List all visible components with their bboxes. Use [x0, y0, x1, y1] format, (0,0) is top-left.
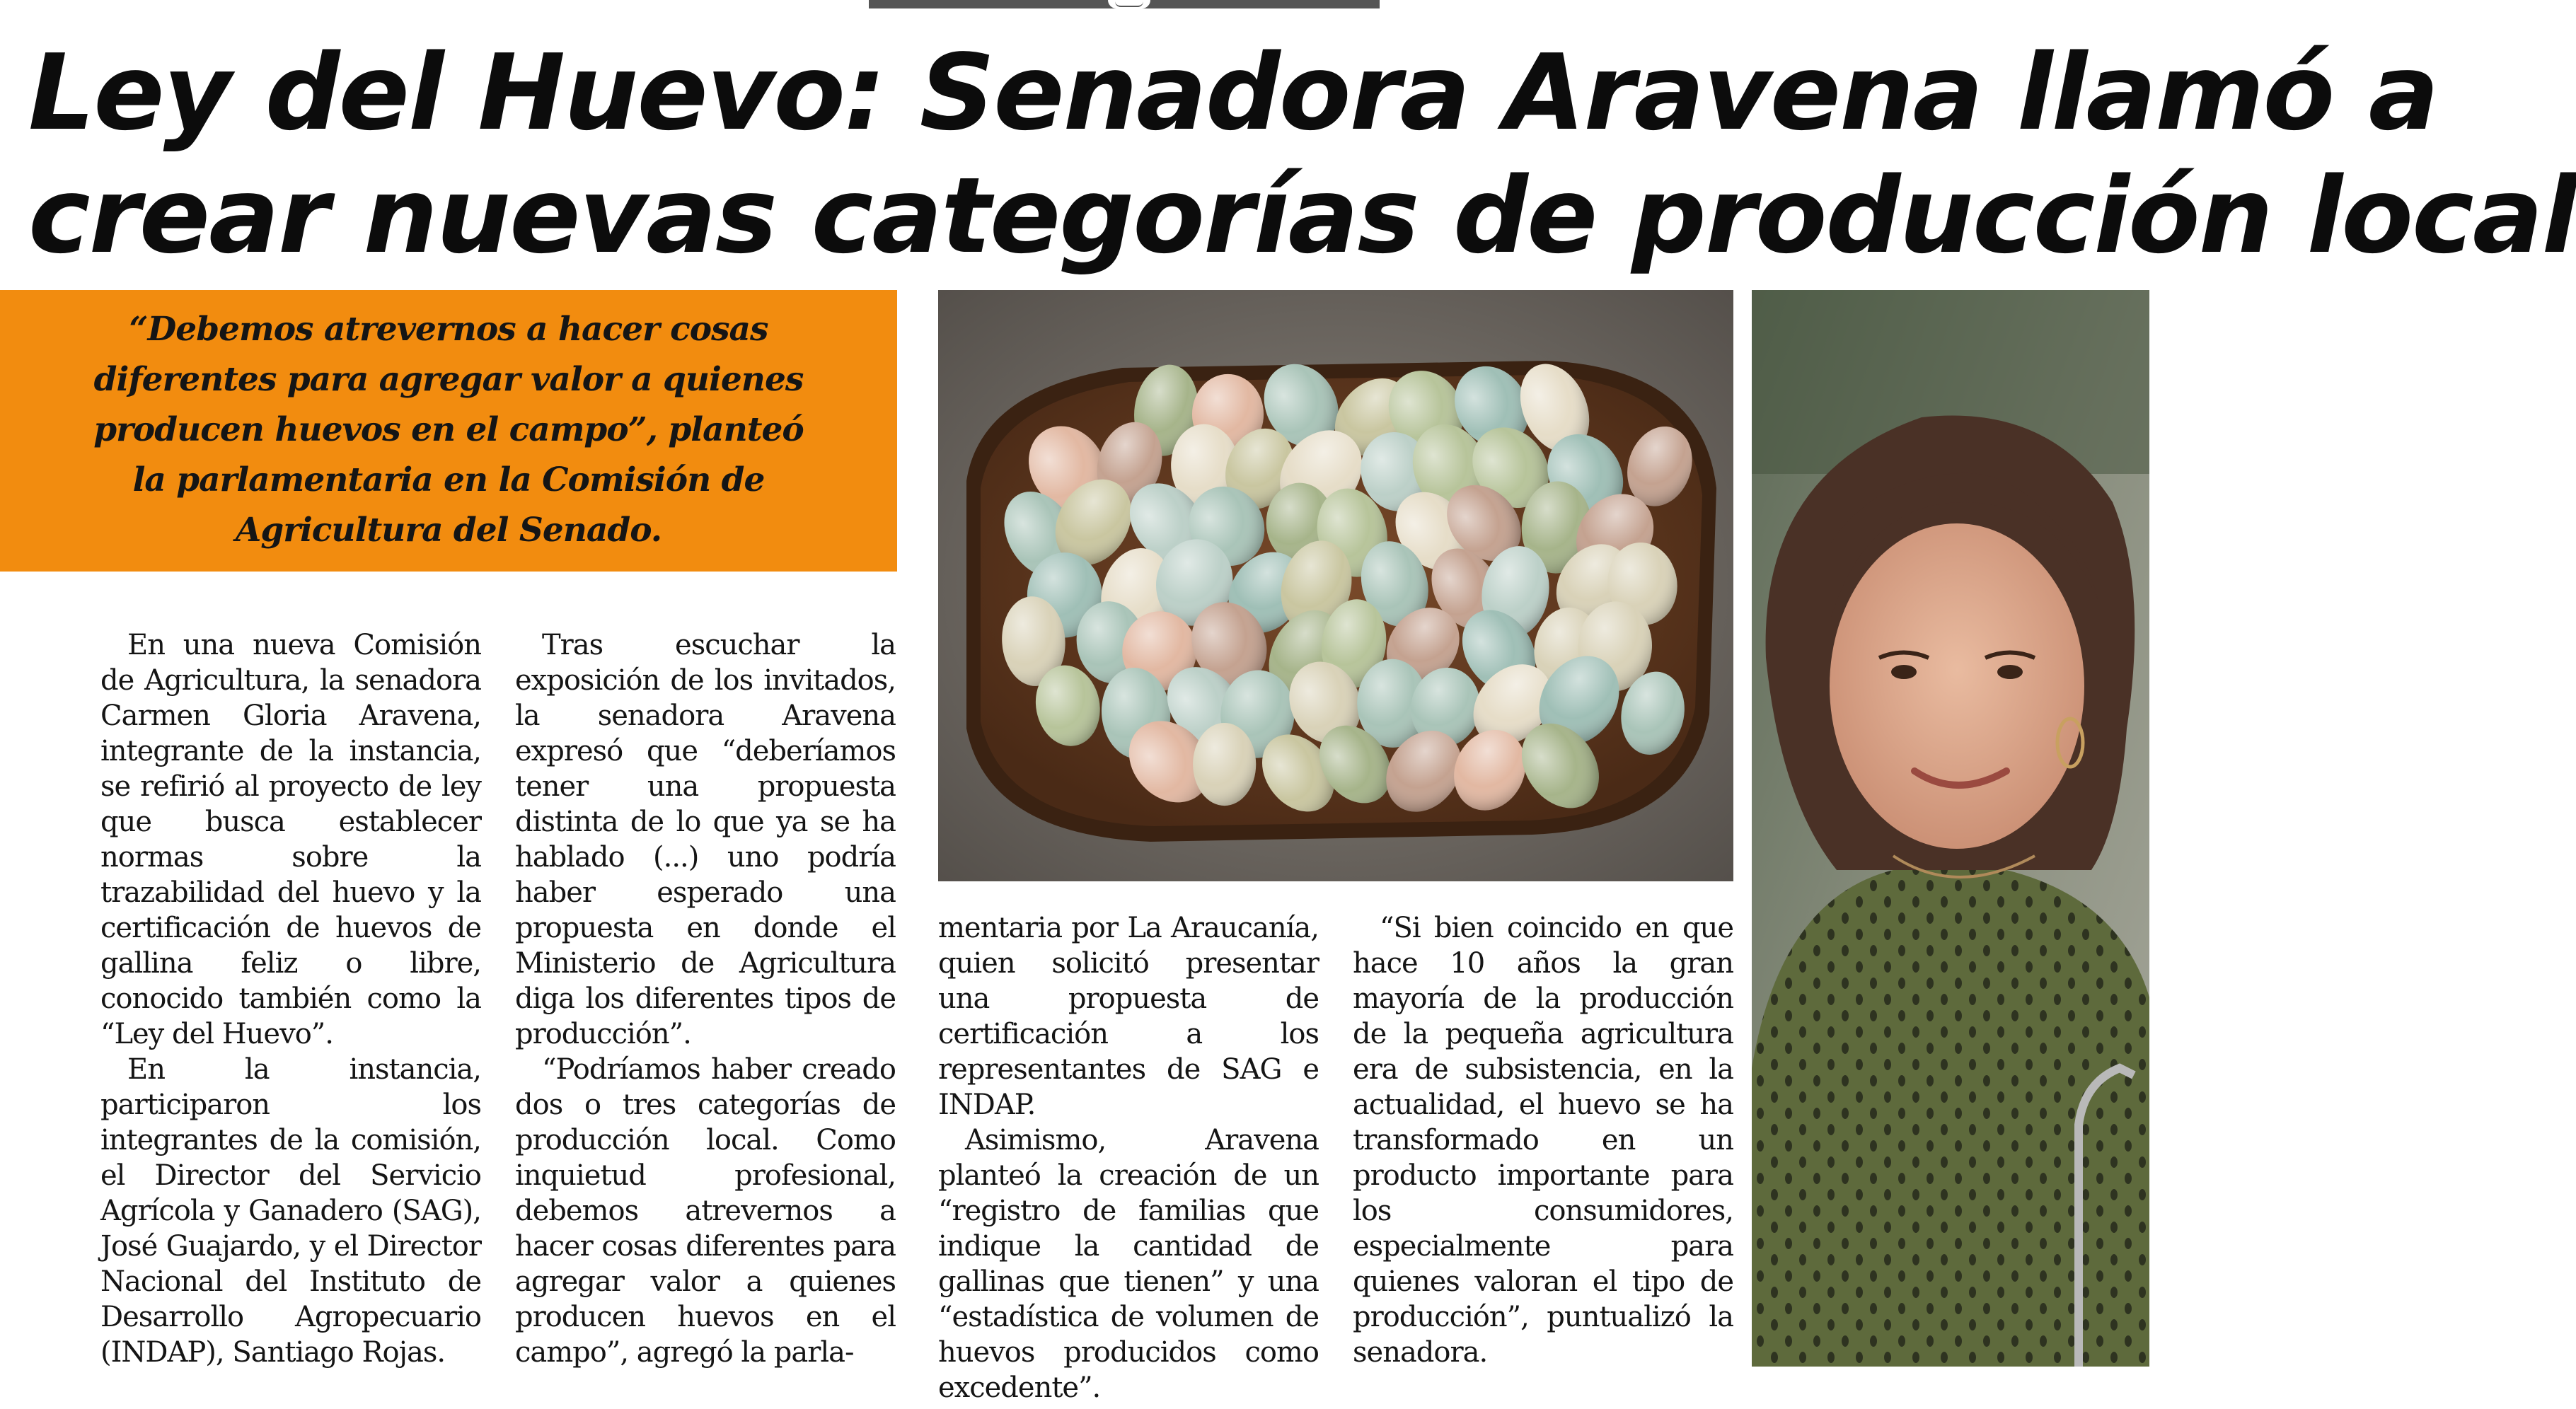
article-column-4 [1353, 910, 1733, 1370]
article-column-2 [515, 627, 896, 1370]
eggs-photo [938, 290, 1733, 881]
headline [28, 31, 2576, 277]
senator-photo [1752, 290, 2149, 1367]
headline-line-1: Ley del Huevo: Senadora Aravena llamó a [28, 32, 2438, 153]
headline-line-2: crear nuevas categorías de producción local [28, 155, 2576, 277]
paragraph: En la instancia, participaron los integrantes de la comisión, el Director del Servicio Agrícola y Ganadero (SAG), José Guajardo, y el Director Nacional del Instituto de Desarrollo Agropecuario (INDAP), Santiago Rojas. [100, 1053, 481, 1369]
paragraph: mentaria por La Araucanía, quien solicitó presentar una propuesta de certificación a los representantes de SAG e INDAP. [938, 912, 1319, 1121]
paragraph: En una nueva Comisión de Agricultura, la senadora Carmen Gloria Aravena, integrante de la instancia, se refirió al proyecto de ley que busca establecer normas sobre la trazabilidad del huevo y la certificación de huevos de gallina feliz o libre, conocido también como la “Ley del Huevo”. [100, 629, 481, 1050]
pull-quote-box [0, 290, 897, 572]
ornament-icon [1108, 0, 1150, 8]
article-column-3 [938, 910, 1319, 1405]
paragraph: “Podríamos haber creado dos o tres categorías de producción local. Como inquietud profesional, debemos atrevernos a hacer cosas diferentes para agregar valor a quienes producen huevos en el campo”, agregó la parla- [515, 1053, 896, 1369]
pull-quote-text: “Debemos atrevernos a hacer cosas diferentes para agregar valor a quienes producen huevos en el campo”, planteó la parlamentaria en la Comisión de Agricultura del Senado. [93, 310, 804, 550]
article-column-1 [100, 627, 481, 1370]
paragraph: Tras escuchar la exposición de los invitados, la senadora Aravena expresó que “deberíamos tener una propuesta distinta de lo que ya se ha hablado (...) uno podría haber esperado una propuesta en donde el Ministerio de Agricultura diga los diferentes tipos de producción”. [515, 629, 896, 1050]
paragraph: Asimismo, Aravena planteó la creación de un “registro de familias que indique la cantidad de gallinas que tienen” y una “estadística de volumen de huevos producidos como excedente”. [938, 1124, 1319, 1404]
paragraph: “Si bien coincido en que hace 10 años la gran mayoría de la producción de la pequeña agricultura era de subsistencia, en la actualidad, el huevo se ha transformado en un producto importante para los consumidores, especialmente para quienes valoran el tipo de producción”, puntualizó la senadora. [1353, 912, 1733, 1369]
